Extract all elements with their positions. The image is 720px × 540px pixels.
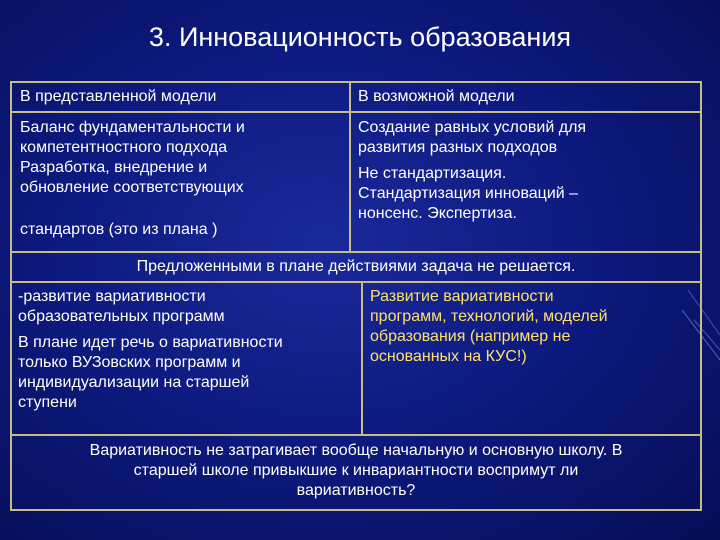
row2-left bbox=[18, 287, 360, 413]
row2-right-line: Развитие вариативности bbox=[370, 288, 554, 305]
row2-right bbox=[370, 287, 698, 367]
header-right-text: В возможной модели bbox=[358, 88, 515, 105]
footer-line: Вариативность не затрагивает вообще начальную и основную школу. В bbox=[89, 442, 623, 459]
row2-left-line: индивидуализации на старшей bbox=[18, 374, 250, 391]
row1-right-line: развития разных подходов bbox=[358, 139, 558, 156]
divider-banner bbox=[12, 281, 700, 283]
slide-title: 3. Инновационность образования bbox=[148, 22, 572, 52]
row1-right-line: Создание равных условий для bbox=[358, 119, 587, 136]
row2-left-line: ступени bbox=[18, 394, 77, 411]
banner-text: Предложенными в плане действиями задача не решается. bbox=[136, 258, 576, 275]
row1-right bbox=[358, 118, 696, 224]
vertical-divider-top bbox=[349, 83, 351, 251]
row2-right-line: образования (например не bbox=[370, 328, 571, 345]
row1-left-line: стандартов (это из плана ) bbox=[20, 221, 218, 238]
row2-right-line: основанных на КУС!) bbox=[370, 348, 527, 365]
divider-row2 bbox=[12, 434, 700, 436]
divider-header bbox=[12, 111, 700, 113]
row2-left-line: В плане идет речь о вариативности bbox=[18, 334, 283, 351]
header-left-text: В представленной модели bbox=[20, 88, 217, 105]
footer-row bbox=[16, 441, 696, 501]
row1-left-line: обновление соответствующих bbox=[20, 179, 244, 196]
vertical-divider-middle bbox=[361, 283, 363, 434]
divider-row1 bbox=[12, 251, 700, 253]
footer-line: старшей школе привыкшие к инвариантности воспримут ли bbox=[133, 462, 579, 479]
row2-left-line: -развитие вариативности bbox=[18, 288, 206, 305]
row2-left-line: образовательных программ bbox=[18, 308, 225, 325]
footer-line: вариативность? bbox=[296, 482, 416, 499]
banner-row bbox=[12, 257, 700, 277]
header-left bbox=[20, 87, 345, 107]
row1-right-line: нонсенс. Экспертиза. bbox=[358, 205, 517, 222]
row1-left-line: компетентностного подхода bbox=[20, 139, 228, 156]
row1-right-line: Не стандартизация. bbox=[358, 165, 507, 182]
row2-right-line: программ, технологий, моделей bbox=[370, 308, 608, 325]
row1-right-line: Стандартизация инноваций – bbox=[358, 185, 579, 202]
comparison-table bbox=[10, 81, 702, 511]
row2-left-line: только ВУЗовских программ и bbox=[18, 354, 241, 371]
row1-left-line: Баланс фундаментальности и bbox=[20, 119, 245, 136]
row1-left-line: Разработка, внедрение и bbox=[20, 159, 208, 176]
row1-left bbox=[20, 118, 345, 240]
header-right bbox=[358, 87, 696, 107]
